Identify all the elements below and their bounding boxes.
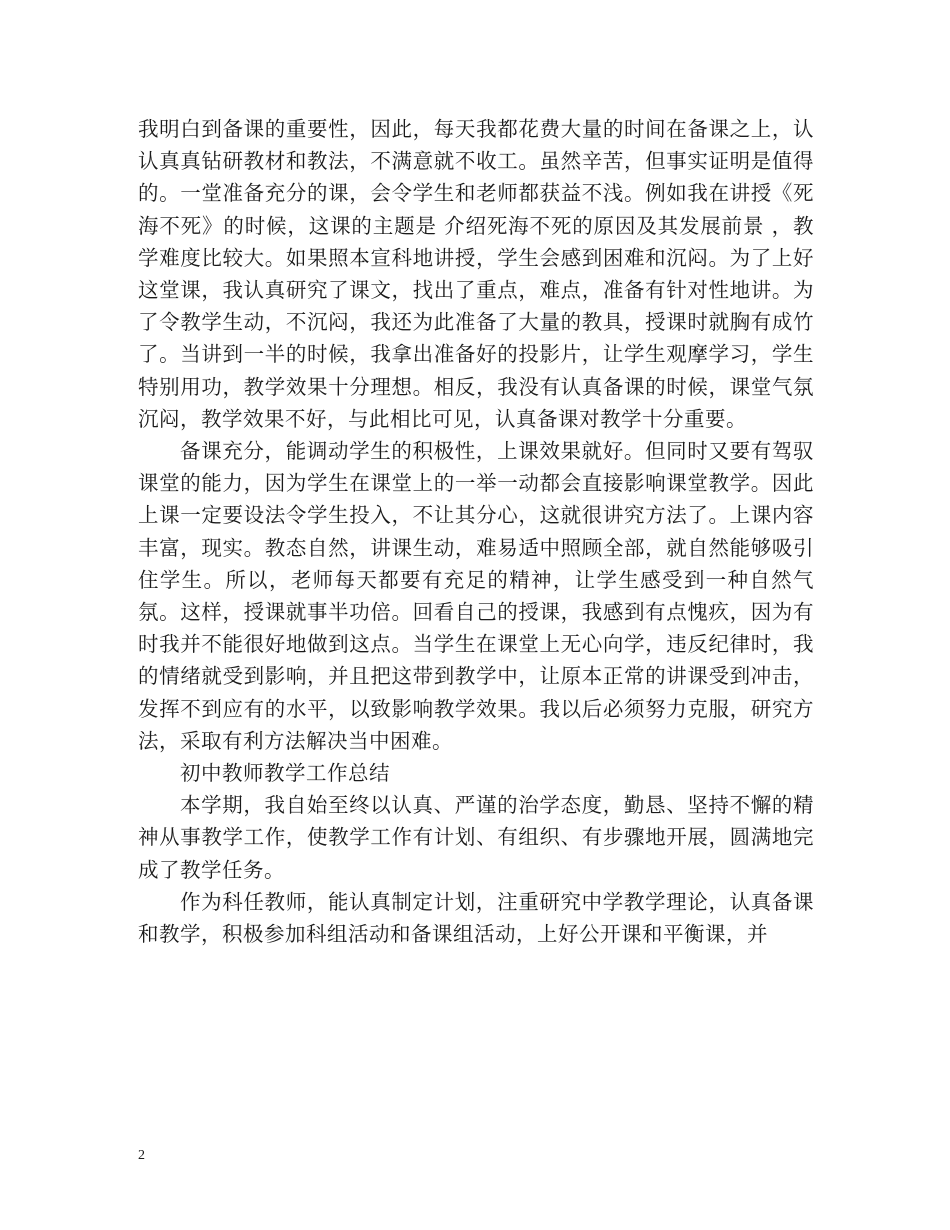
paragraph-subject-teacher: 作为科任教师，能认真制定计划，注重研究中学教学理论，认真备课和教学，积极参加科组活动和备课组活动，上好公开课和平衡课，并 xyxy=(138,889,814,947)
page-number: 2 xyxy=(138,1148,145,1163)
paragraph-semester-summary: 本学期，我自始至终以认真、严谨的治学态度，勤恳、坚持不懈的精神从事教学工作，使教学工作有计划、有组织、有步骤地开展，圆满地完成了教学任务。 xyxy=(138,793,814,882)
section-heading: 初中教师教学工作总结 xyxy=(180,761,390,786)
document-body xyxy=(138,113,814,950)
paragraph-lesson-preparation: 我明白到备课的重要性，因此，每天我都花费大量的时间在备课之上，认认真真钻研教材和教法，不满意就不收工。虽然辛苦，但事实证明是值得的。一堂准备充分的课，会令学生和老师都获益不浅。例如我在讲授《死海不死》的时候，这课的主题是 介绍死海不死的原因及其发展前景 ，教学难度比较大。如果照本宣科地讲授，学生会感到困难和沉闷。为了上好这堂课，我认真研究了课文，找出了重点，难点，准备有针对性地讲。为了令教学生动，不沉闷，我还为此准备了大量的教具，授课时就胸有成竹了。当讲到一半的时候，我拿出准备好的投影片，让学生观摩学习，学生特别用功，教学效果十分理想。相反，我没有认真备课的时候，课堂气氛沉闷，教学效果不好，与此相比可见，认真备课对教学十分重要。 xyxy=(138,117,814,431)
paragraph-classroom-management: 备课充分，能调动学生的积极性，上课效果就好。但同时又要有驾驭课堂的能力，因为学生在课堂上的一举一动都会直接影响课堂教学。因此上课一定要设法令学生投入，不让其分心，这就很讲究方法了。上课内容丰富，现实。教态自然，讲课生动，难易适中照顾全部，就自然能够吸引住学生。所以，老师每天都要有充足的精神，让学生感受到一种自然气氛。这样，授课就事半功倍。回看自己的授课，我感到有点愧疚，因为有时我并不能很好地做到这点。当学生在课堂上无心向学，违反纪律时，我的情绪就受到影响，并且把这带到教学中，让原本正常的讲课受到冲击，发挥不到应有的水平，以致影响教学效果。我以后必须努力克服，研究方法，采取有利方法解决当中困难。 xyxy=(138,439,814,753)
